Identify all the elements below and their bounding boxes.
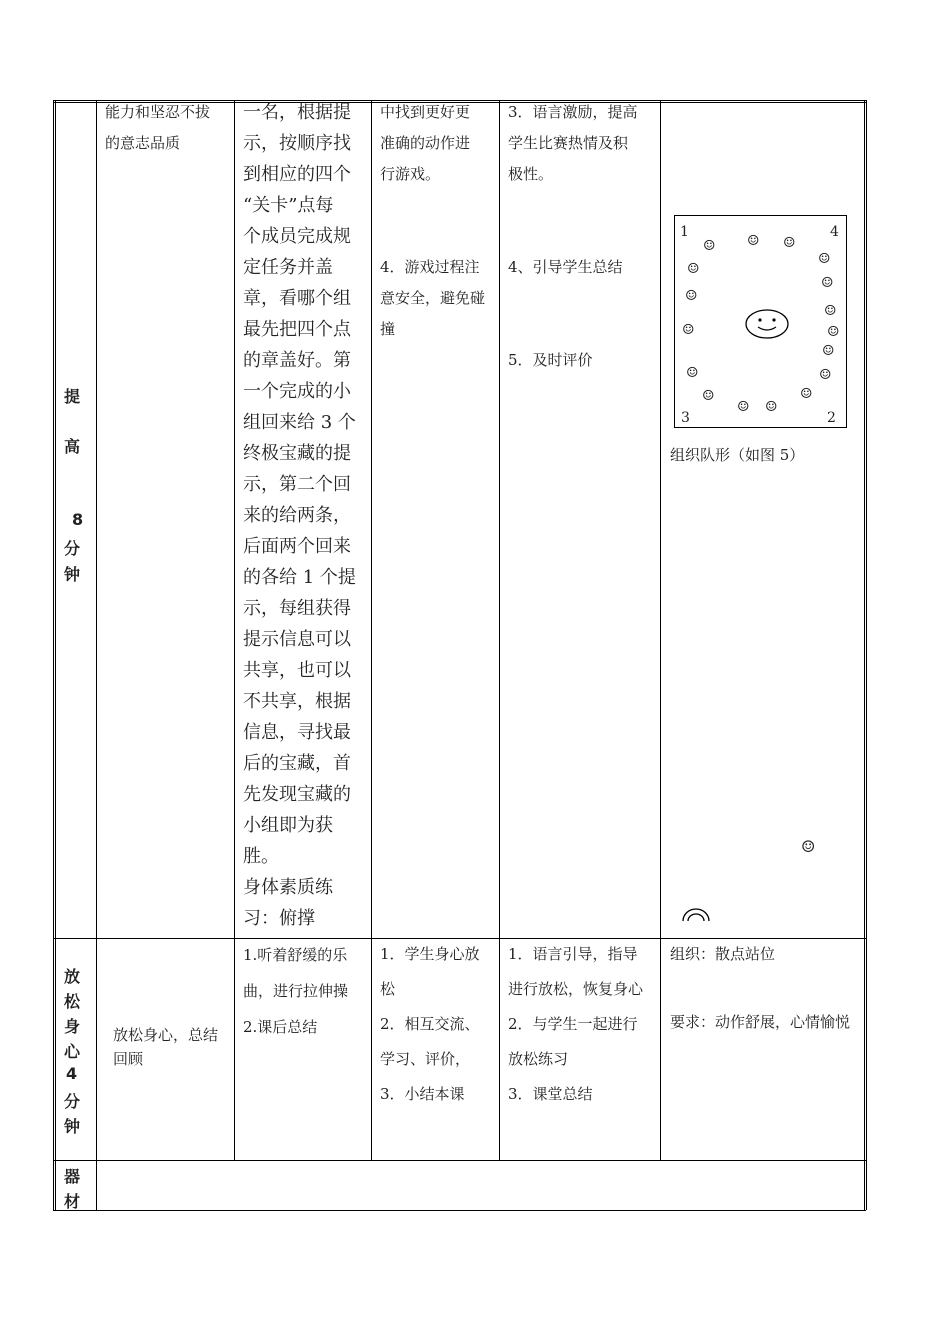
table-left-border [53,100,54,1210]
table-bottom-border [53,1210,866,1211]
smiley-face-icon: ☺ [824,303,837,319]
corner-number: 1 [680,224,689,240]
content-cell: 1.听着舒缓的乐 曲，进行拉伸操 2.课后总结 [243,946,349,1036]
smiley-face-icon: ☺ [818,251,831,267]
formation-caption: 组织队形（如图 5） [670,446,805,464]
stage-label-char: 放 [64,967,81,986]
smiley-face-icon: ☺ [747,233,760,249]
stage-label-char: 高 [64,437,81,456]
organization-cell: 组织：散点站位 要求：动作舒展，心情愉悦 [670,945,851,1031]
stage-label-char: 钟 [64,565,81,584]
corner-number: 2 [827,410,836,426]
teacher-smiley-icon [744,308,790,340]
stage-label-char: 分 [64,539,81,558]
stage-label-char: 提 [64,387,81,406]
stage-label-char: 钟 [64,1117,81,1136]
table-right-border-double [866,100,867,1210]
smiley-face-icon: ☺ [685,288,698,304]
stage-label-char: 4 [66,1064,78,1083]
corner-number: 4 [830,224,839,240]
table-right-border [864,100,865,1210]
smiley-face-icon: ☺ [686,365,699,381]
corner-number: 3 [681,410,690,426]
teacher-guidance-cell: 1．语言引导，指导 进行放松，恢复身心 2．与学生一起进行 放松练习 3．课堂总结 [508,945,644,1103]
table-left-border-double [55,100,56,1210]
content-cell: 一名，根据提 示，按顺序找 到相应的四个 “关卡”点每 个成员完成规 定任务并盖 章，看哪个组 最先把四个点 的章盖好。第 一个完成的小 组回来给 3 个 终极宝藏的提 示，第二个回 来的给两条， 后面两个回来 的各给 1 个提 示，每组获得 提示信息可以 共享，也可以 不共享，根据 信息，寻找最 后的宝藏，首 先发现宝藏的 小组即为获 胜。 身体素质练 习：俯撑 [243,102,356,929]
student-activity-cell: 1．学生身心放 松 2．相互交流、 学习、评价， 3．小结本课 [380,945,480,1103]
smiley-face-icon: ☺ [765,399,778,415]
student-activity-cell: 中找到更好更 准确的动作进 行游戏。 4．游戏过程注 意安全，避免碰 撞 [380,103,486,338]
col-divider-4 [499,100,500,1160]
smiley-face-icon: ☺ [783,235,796,251]
smiley-face-icon: ☺ [737,399,750,415]
goal-cell: 放松身心，总结 回顾 [113,1026,219,1068]
col-divider-1 [96,100,97,1210]
teacher-arc-icon [680,905,712,923]
stage-label-char: 心 [64,1042,81,1061]
smiley-face-icon: ☺ [682,322,695,338]
smiley-face-icon: ☺ [819,367,832,383]
stage-label-char: 松 [64,992,81,1011]
stage-label-char: 8 [72,510,84,529]
stage-label-char: 身 [64,1017,81,1036]
smiley-face-icon: ☺ [801,837,816,856]
smiley-face-icon: ☺ [800,386,813,402]
smiley-face-icon: ☺ [702,388,715,404]
stage-label-char: 器 [64,1167,81,1186]
stage-label-char: 分 [64,1092,81,1111]
col-divider-3 [371,100,372,1160]
smiley-face-icon: ☺ [687,261,700,277]
smiley-face-icon: ☺ [821,275,834,291]
smiley-face-icon: ☺ [822,343,835,359]
goal-cell: 能力和坚忍不拔 的意志品质 [105,103,211,152]
smiley-face-icon: ☺ [703,238,716,254]
col-divider-2 [234,100,235,1160]
teacher-guidance-cell: 3．语言激励，提高 学生比赛热情及积 极性。 4、引导学生总结 5．及时评价 [508,103,638,369]
col-divider-5 [660,100,661,1160]
stage-label-char: 材 [64,1192,81,1211]
row-divider-2 [53,1160,866,1161]
smiley-face-icon: ☺ [827,324,840,340]
